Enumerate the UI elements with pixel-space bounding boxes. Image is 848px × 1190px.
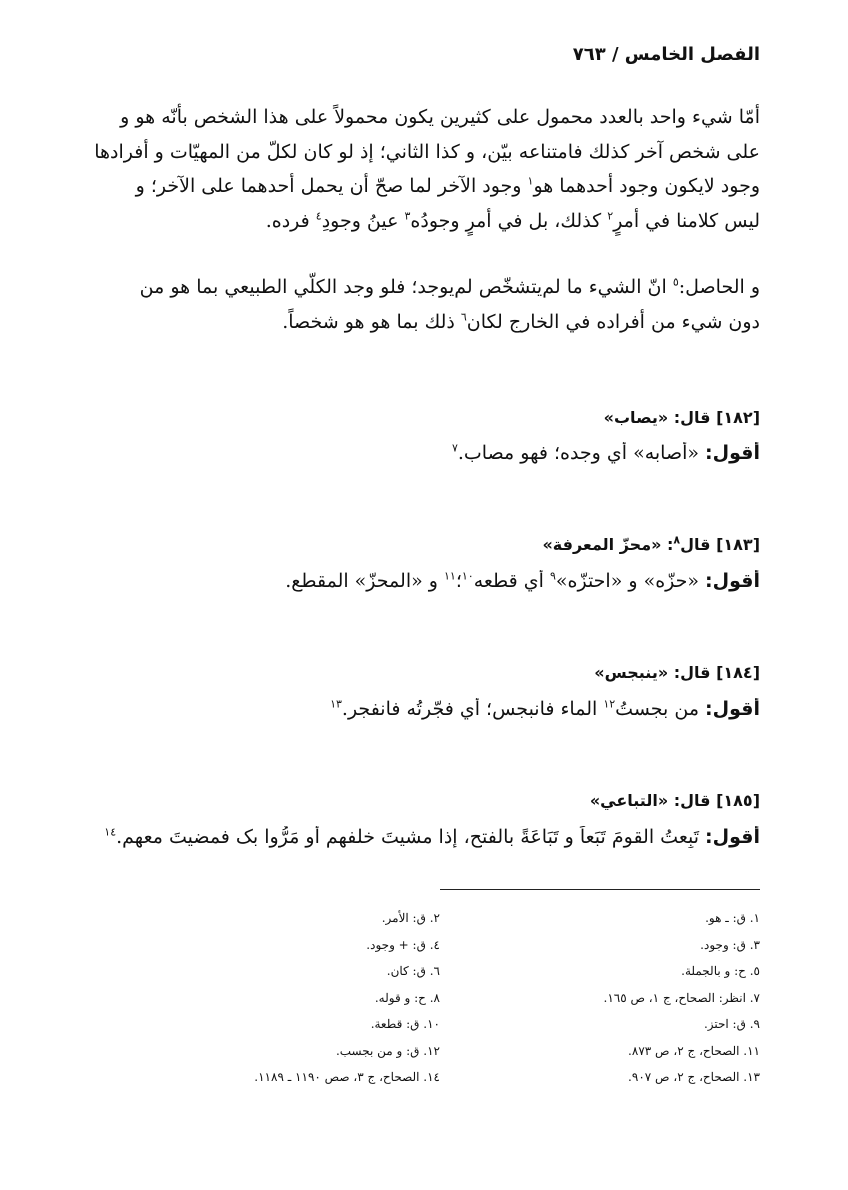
footnote: ٦. ق: كان.	[386, 964, 440, 978]
footnotes-left-column	[120, 905, 440, 1091]
footnote: ٤. ق: + وجود.	[366, 937, 440, 952]
footnote: ١٠. ق: قطعة.	[370, 1017, 440, 1031]
text-line: دون شيء من أفراده في الخارج لكان$^٦$ ذلك بما هو هو شخصاً.	[282, 310, 760, 333]
entry-label: أقول:	[705, 570, 760, 592]
entry-heading-182: [١٨٢] قال: «يصاب»	[603, 408, 760, 427]
text-line: على شخص آخر كذلك فامتناعه بيّن، و كذا الثاني؛ إذ لو كان لكلّ من المهيّات و أفرادها	[94, 140, 760, 163]
footnote: ١. ق: ـ هو.	[705, 911, 760, 925]
entry-text: تَبِعتُ القومَ تَبَعاً و تَبَاعَةً بالفتح، إذا مشيتَ خلفهم أو مَرُّوا بک فمضيتَ معهم.$^{١٤}$	[104, 826, 706, 848]
entry-heading-183: [١٨٣] قال$^٨$: «محزّ المعرفة»	[542, 533, 760, 554]
entry-heading-184: [١٨٤] قال: «ينبجس»	[594, 663, 760, 682]
entry-label: أقول:	[705, 442, 760, 464]
footnote-separator	[440, 889, 760, 890]
text-line: ليس كلامنا في أمرٍ$^٢$ كذلك، بل في أمرٍ وجودُه$^٣$ عينُ وجودِ$^٤$ فرده.	[265, 209, 760, 232]
running-head: الفصل الخامس / ٧٦٣	[572, 44, 760, 65]
entry-text: «أصابه» أي وجده؛ فهو مصاب.$^٧$	[451, 442, 706, 464]
entry-label: أقول:	[705, 826, 760, 848]
footnote: ٣. ق: وجود.	[700, 937, 760, 952]
entry-body-183	[88, 570, 760, 592]
footnote: ٨. ح: و قوله.	[374, 990, 440, 1005]
entry-text: «حزّه» و «احتزّه»$^٩$ أي قطعه$^{١٠}$؛$^{١١}$ و «المحزّ» المقطع.	[285, 570, 706, 592]
footnote: ٥. ح: و بالجملة.	[681, 964, 760, 978]
paragraph-1	[88, 100, 760, 238]
footnotes-right-column	[440, 905, 760, 1091]
footnote: ١٤. الصحاح، ج ٣، صص ١١٩٠ ـ ١١٨٩.	[254, 1070, 440, 1084]
text-line: أمّا شيء واحد بالعدد محمول على كثيرين يكون محمولاً على هذا الشخص بأنّه هو و	[120, 106, 760, 128]
entry-text: من بجستُ$^{١٢}$ الماء فانبجس؛ أي فجّرتُه فانفجر.$^{١٣}$	[330, 698, 706, 720]
footnote: ٩. ق: احتز.	[703, 1017, 760, 1031]
entry-label: أقول:	[705, 698, 760, 720]
paragraph-2	[88, 270, 760, 339]
footnote: ٧. انظر: الصحاح، ج ١، ص ١٦٥.	[603, 990, 760, 1005]
entry-body-185	[88, 826, 760, 848]
footnote: ٢. ق: الأمر.	[381, 911, 440, 925]
footnote: ١٢. ق: و من بجسب.	[335, 1043, 440, 1058]
footnote: ١٣. الصحاح، ج ٢، ص ٩٠٧.	[628, 1070, 760, 1084]
entry-body-182	[88, 442, 760, 464]
entry-heading-185: [١٨٥] قال: «التباعي»	[589, 791, 760, 810]
text-line: وجود لايكون وجود أحدهما هو$^١$ وجود الآخر لما صحّ أن يحمل أحدهما على الآخر؛ و	[135, 174, 760, 197]
entry-body-184	[88, 698, 760, 720]
footnote: ١١. الصحاح، ج ٢، ص ٨٧٣.	[628, 1043, 760, 1058]
text-line: و الحاصل:$^٥$ انّ الشيء ما لم‌يتشخّص لم‌يوجد؛ فلو وجد الكلّي الطبيعي بما هو من	[139, 275, 760, 298]
